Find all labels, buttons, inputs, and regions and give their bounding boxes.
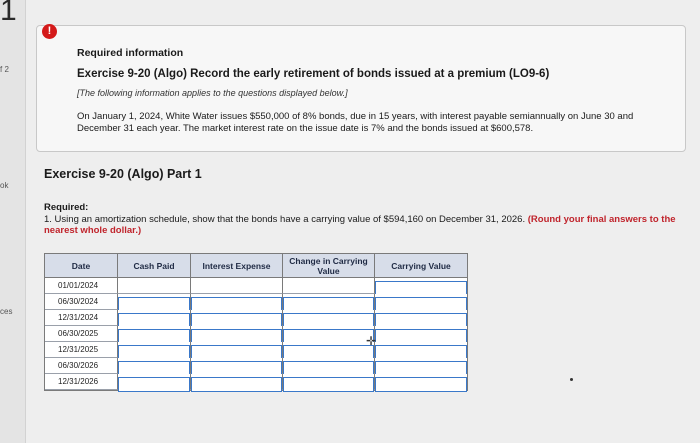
applies-note: [The following information applies to the questions displayed below.] [77,88,348,98]
change-in-carrying-value-cell [283,374,375,390]
mouse-cursor-icon: ✛ [366,334,377,348]
interest-expense-cell [191,326,283,342]
interest-expense-cell [191,358,283,374]
amortization-schedule-table [44,253,468,391]
interest-expense-cell [191,342,283,358]
required-label: Required: [44,202,89,213]
carrying-value-input[interactable] [375,377,467,392]
cash-paid-cell [118,342,191,358]
column-header-interest-expense: Interest Expense [191,254,283,278]
column-header-carrying-value: Carrying Value [375,254,467,278]
interest-expense-cell [191,278,283,294]
date-cell: 06/30/2024 [45,294,118,310]
exercise-title: Exercise 9-20 (Algo) Record the early retirement of bonds issued at a premium (LO9-6) [77,68,550,80]
cash-paid-cell [118,310,191,326]
cash-paid-cell [118,326,191,342]
carrying-value-cell [375,326,467,342]
instruction-rounding-note: (Round your final answers to the nearest whole dollar.) [44,214,676,236]
cash-paid-cell [118,278,191,294]
column-header-cash-paid: Cash Paid [118,254,191,278]
change-in-carrying-value-input[interactable] [283,377,374,392]
left-sidebar [0,0,26,443]
interest-expense-input[interactable] [191,377,282,392]
change-in-carrying-value-cell [283,358,375,374]
sidebar-ces-label: ces [0,307,13,316]
cash-paid-cell [118,294,191,310]
instruction [44,214,684,236]
change-in-carrying-value-cell [283,294,375,310]
carrying-value-cell [375,358,467,374]
date-cell: 06/30/2026 [45,358,118,374]
problem-description: On January 1, 2024, White Water issues $550,000 of 8% bonds, due in 15 years, with interest payable semiannually on June 30 and December 31 each year. The market interest rate on the issue date is 7% and the bonds issued at $600,578. [77,111,634,134]
carrying-value-cell [375,374,467,390]
date-cell: 12/31/2025 [45,342,118,358]
carrying-value-cell [375,310,467,326]
cash-paid-input[interactable] [118,377,190,392]
date-cell: 01/01/2024 [45,278,118,294]
interest-expense-cell [191,294,283,310]
date-cell: 12/31/2026 [45,374,118,390]
page-number: 1 [0,0,17,27]
part-title: Exercise 9-20 (Algo) Part 1 [44,167,202,181]
change-in-carrying-value-cell [283,342,375,358]
cash-paid-cell [118,358,191,374]
sidebar-ok-label: ok [0,181,9,190]
required-information-heading: Required information [77,47,184,59]
carrying-value-cell [375,294,467,310]
change-in-carrying-value-cell [283,326,375,342]
carrying-value-cell [375,278,467,294]
cash-paid-cell [118,374,191,390]
stray-dot [570,378,573,381]
column-header-change-in-carrying-value: Change in Carrying Value [283,254,375,278]
carrying-value-cell [375,342,467,358]
change-in-carrying-value-cell [283,310,375,326]
page-of-label: f 2 [0,65,9,74]
date-cell: 06/30/2025 [45,326,118,342]
interest-expense-cell [191,374,283,390]
alert-icon: ! [42,24,57,39]
change-in-carrying-value-cell [283,278,375,294]
column-header-date: Date [45,254,118,278]
date-cell: 12/31/2024 [45,310,118,326]
instruction-text: 1. Using an amortization schedule, show that the bonds have a carrying value of $594,160 on December 31, 2026. [44,214,528,225]
interest-expense-cell [191,310,283,326]
